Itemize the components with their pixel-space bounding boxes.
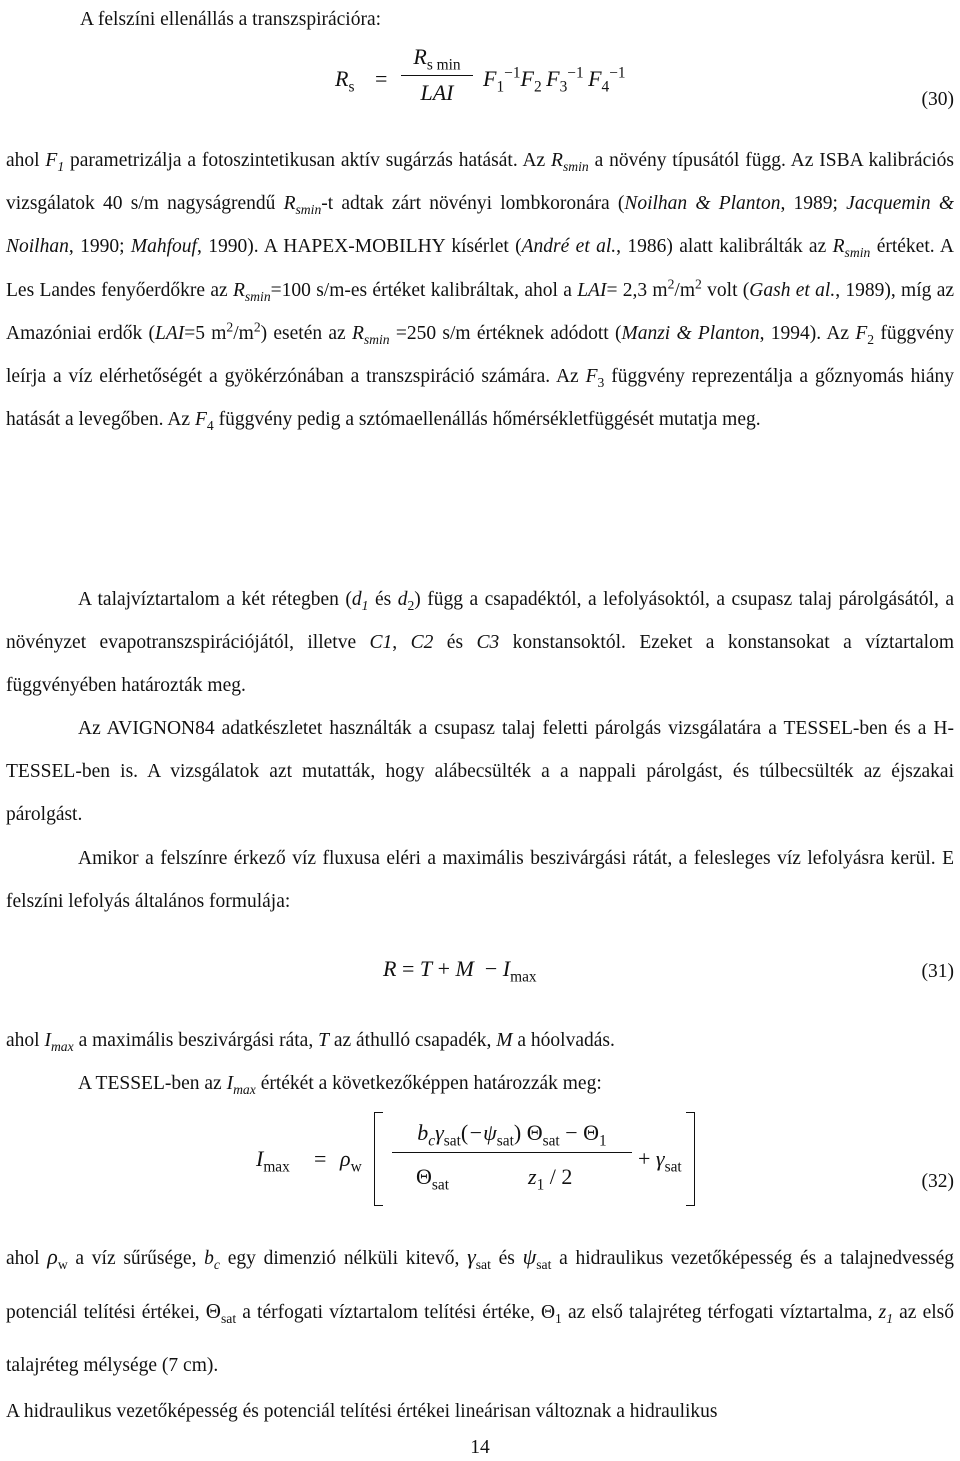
equation-32-number: (32) [921, 1171, 954, 1192]
eq32-lhs: $I_{max}$ [256, 1146, 290, 1176]
equation-30-number: (30) [921, 89, 954, 110]
paragraph-4: Amikor a felszínre érkező víz fluxusa eléri a maximális beszivárgási rátát, a felesleges víz lefolyásra kerül. E felszíni lefolyás általános formulája: [6, 848, 954, 913]
paragraph-7: ahol $\rho_w$ a víz sűrűsége, $b_c$ egy dimenzió nélküli kitevő, $\gamma_{sat}$ és $\psi_{sat}$ a hidraulikus vezetőképesség és a talajnedvesség potenciál telítési értékei, $\Theta_{sat}$ a térfogati víztartalom telítési értéke, $\Theta_1$ az első talajréteg térfogati víztartalma, $z_1$ az első talajréteg mélysége (7 cm). [6, 1244, 955, 1376]
eq30-factors: $F_1^{-1}F_2$ $F_3^{-1}$ $F_4^{-1}$ [483, 64, 626, 96]
eq32-plus-gamma: + $\gamma_{sat}$ [638, 1146, 682, 1176]
paragraph-3: Az AVIGNON84 adatkészletet használták a csupasz talaj feletti párolgás vizsgálatára a TESSEL-ben és a H-TESSEL-ben is. A vizsgálatok azt mutatták, hogy alábecsülték a a nappali párolgást, és túlbecsülték az éjszakai párolgást. [6, 718, 954, 826]
section-intro-text: A felszíni ellenállás a transzspirációra: [80, 9, 382, 30]
eq32-denominator-theta: $\Theta_{sat}$ [416, 1164, 449, 1194]
eq32-denominator-z: $z_1 / 2$ [528, 1164, 573, 1194]
paragraph-2: A talajvíztartalom a két rétegben ($d_1$ és $d_2$) függ a csapadéktól, a lefolyásoktól, a csupasz talaj párolgásától, a növényzet evapotranszspirációjától, illetve C1, C2 és C3 konstansoktól. Ezeket a konstansokat a víztartalom függvényében határozták meg. [6, 589, 955, 697]
eq30-denominator: LAI [420, 80, 454, 105]
eq30-numerator: $R_{s min}$ [401, 42, 473, 76]
paragraph-8: A hidraulikus vezetőképesség és potenciál telítési értékei lineárisan változnak a hidraulikus [6, 1401, 718, 1422]
eq32-left-bracket [374, 1112, 383, 1206]
page-number: 14 [470, 1437, 490, 1458]
paragraph-1: ahol $F_1$ parametrizálja a fotoszintetikusan aktív sugárzás hatását. Az $R_{smin}$ a növény típusától függ. Az ISBA kalibrációs vizsgálatok 40 s/m nagyságrendű $R_{smin}-t$ adtak zárt növényi lombkoronára (Noilhan & Planton, 1989; Jacquemin & Noilhan, 1990; Mahfouf, 1990). A HAPEX-MOBILHY kísérlet (André et al., 1986) alatt kalibrálták az $R_{smin}$ értéket. A Les Landes fenyőerdőkre az $R_{smin}=100$ s/m-es értéket kalibráltak, ahol a LAI= 2,3 $m^2/m^2$ volt (Gash et al., 1989), míg az Amazóniai erdők (LAI=5 $m^2/m^2$) esetén az $R_{smin} =250$ s/m értéknek adódott (Manzi & Planton, 1994). Az $F_2$ függvény leírja a víz elérhetőségét a gyökérzónában a transzspiráció számára. Az $F_3$ függvény reprezentálja a gőznyomás hiány hatását a levegőben. Az $F_4$ függvény pedig a sztómaellenállás hőmérsékletfüggését mutatja meg. [6, 150, 955, 433]
equation-31-number: (31) [921, 961, 954, 982]
eq32-right-bracket [686, 1112, 695, 1206]
paragraph-5: ahol $I_{max}$ a maximális beszivárgási ráta, T az áthulló csapadék, M a hóolvadás. [6, 1030, 615, 1054]
equation-32: $I_{max}$ = $\rho_w$ $b_c\gamma_{sat}(-\psi_{sat}) \Theta_{sat} - \Theta_1$ $\Theta_{sat}$ $z_1 / 2$ + $\gamma_{sat}$ [256, 1112, 696, 1206]
eq32-numerator: $b_c\gamma_{sat}(-\psi_{sat}) \Theta_{sat} - \Theta_1$ [392, 1118, 632, 1153]
eq30-lhs: $R_s$ [335, 66, 355, 96]
eq32-rho: $\rho_w$ [340, 1146, 362, 1176]
equation-31: $R = T + M - I_{max}$ [383, 956, 537, 986]
paragraph-6: A TESSEL-ben az $I_{max}$ értékét a következőképpen határozzák meg: [78, 1073, 602, 1097]
equation-30: $R_s$ = $R_{s min}$ LAI $F_1^{-1}F_2$ $F_3^{-1}$ $F_4^{-1}$ [335, 44, 635, 114]
